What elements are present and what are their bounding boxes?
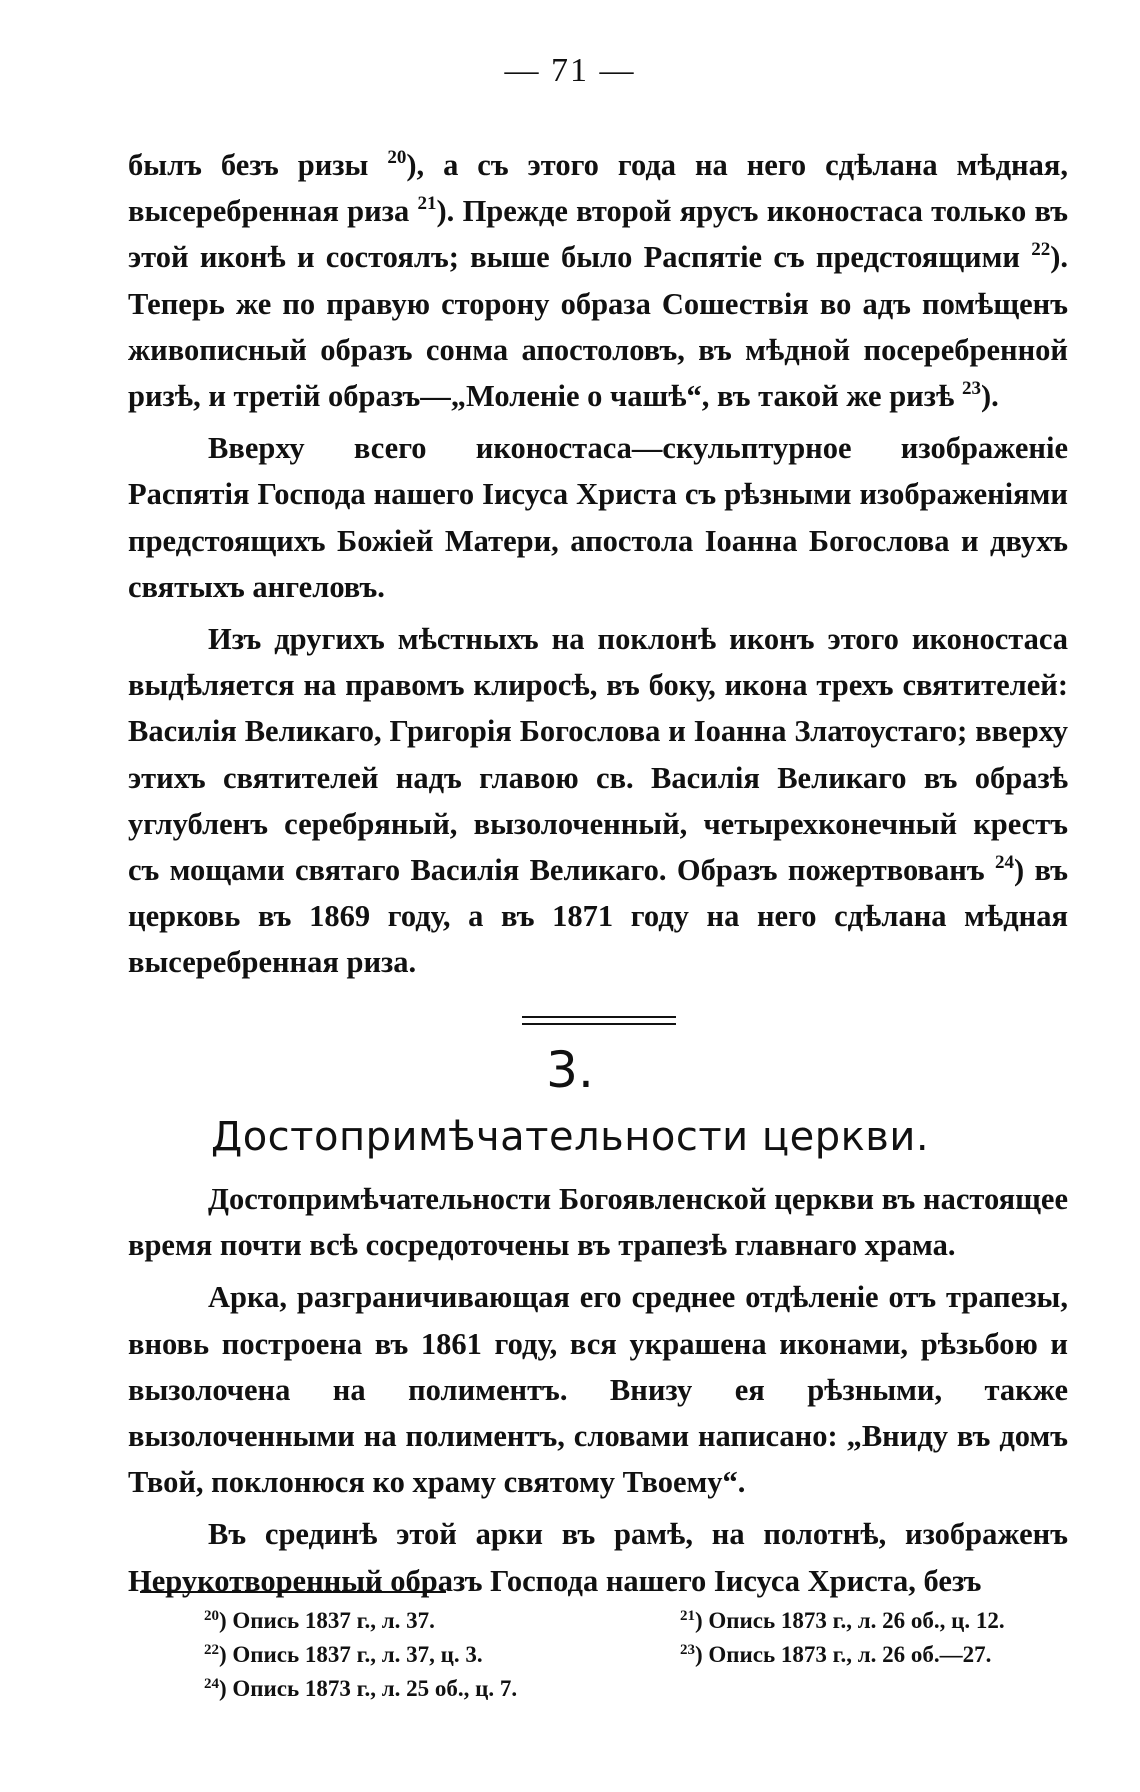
section-title: Достопримѣчательности церкви.	[210, 1114, 930, 1160]
section-text-block	[128, 1176, 1068, 1610]
intro-text-block	[128, 142, 1068, 992]
footnote-text: ) Опись 1873 г., л. 25 об., ц. 7.	[219, 1676, 518, 1701]
paragraph	[128, 142, 1068, 419]
footnote	[204, 1672, 517, 1706]
text-run: Вверху всего иконостаса—скульптурное изображеніе Распятія Господа нашего Іисуса Христа съ рѣзными изображеніями предстоящихъ Божіей Матери, апостола Іоанна Богослова и двухъ святыхъ ангеловъ.	[128, 431, 1068, 604]
footnote-separator	[140, 1591, 446, 1593]
section-number: 3.	[546, 1041, 594, 1099]
paragraph	[128, 1176, 1068, 1268]
footnote-text: ) Опись 1837 г., л. 37, ц. 3.	[219, 1642, 483, 1667]
footnote	[680, 1604, 1005, 1638]
text-run: ). Прежде второй ярусъ иконостаса только въ этой иконѣ и состоялъ; выше было Распятіе съ предстоящими	[128, 194, 1069, 275]
footnote-text: ) Опись 1837 г., л. 37.	[219, 1608, 435, 1633]
footnote-reference: 24	[994, 852, 1014, 874]
text-run: ).	[980, 379, 999, 414]
page-number: — 71 —	[504, 52, 636, 89]
paragraph	[128, 1511, 1068, 1603]
footnote-text: ) Опись 1873 г., л. 26 об., ц. 12.	[695, 1608, 1005, 1633]
footnote	[204, 1638, 483, 1672]
footnote-reference: 21	[417, 193, 437, 215]
footnote	[204, 1604, 435, 1638]
footnote-reference: 22	[1031, 239, 1051, 261]
text-run: ) въ церковь въ 1869 году, а въ 1871 году на него сдѣлана мѣдная высеребренная риза.	[128, 853, 1068, 980]
paragraph	[128, 1274, 1068, 1505]
footnote-number: 22	[204, 1642, 219, 1658]
footnote	[680, 1638, 991, 1672]
footnote-text: ) Опись 1873 г., л. 26 об.—27.	[695, 1642, 992, 1667]
footnote-reference: 20	[387, 147, 407, 168]
text-run: ), а съ этого года на него сдѣлана мѣдная, высеребренная риза	[128, 148, 1069, 229]
footnote-number: 24	[204, 1676, 219, 1692]
footnote-number: 21	[680, 1608, 695, 1624]
text-run: Арка, разграничивающая его среднее отдѣленіе отъ трапезы, вновь построена въ 1861 году, вся украшена иконами, рѣзьбою и вызолочена на полиментъ. Внизу ея рѣзными, также вызолоченными на полиментъ, словами написано: „Вниду въ домъ Твой, поклонюся ко храму святому Твоему“.	[128, 1280, 1068, 1500]
text-run: былъ безъ ризы	[128, 148, 388, 182]
paragraph	[128, 425, 1068, 610]
section-divider	[522, 1016, 676, 1025]
text-run: Изъ другихъ мѣстныхъ на поклонѣ иконъ этого иконостаса выдѣляется на правомъ клиросѣ, въ боку, икона трехъ святителей: Василія Великаго, Григорія Богослова и Іоанна Златоустаго; вверху этихъ святителей надъ главою св. Василія Великаго въ образѣ углубленъ серебряный, вызолоченный, четырехконечный крестъ съ мощами святаго Василія Великаго. Образъ пожертвованъ	[128, 622, 1068, 888]
paragraph	[128, 616, 1068, 986]
text-run: ). Теперь же по правую сторону образа Сошествія во адъ помѣщенъ живописный образъ сонма апостоловъ, въ мѣдной посеребренной ризѣ, и третій образъ—„Моленіе о чашѣ“, въ такой же ризѣ	[128, 240, 1068, 414]
footnote-number: 23	[680, 1642, 695, 1658]
text-run: Достопримѣчательности Богоявленской церкви въ настоящее время почти всѣ сосредоточены въ трапезѣ главнаго храма.	[128, 1182, 1068, 1263]
footnote-reference: 23	[961, 378, 981, 400]
text-run: Въ срединѣ этой арки въ рамѣ, на полотнѣ, изображенъ Нерукотворенный образъ Господа нашего Іисуса Христа, безъ	[128, 1517, 1068, 1598]
footnote-number: 20	[204, 1608, 219, 1624]
